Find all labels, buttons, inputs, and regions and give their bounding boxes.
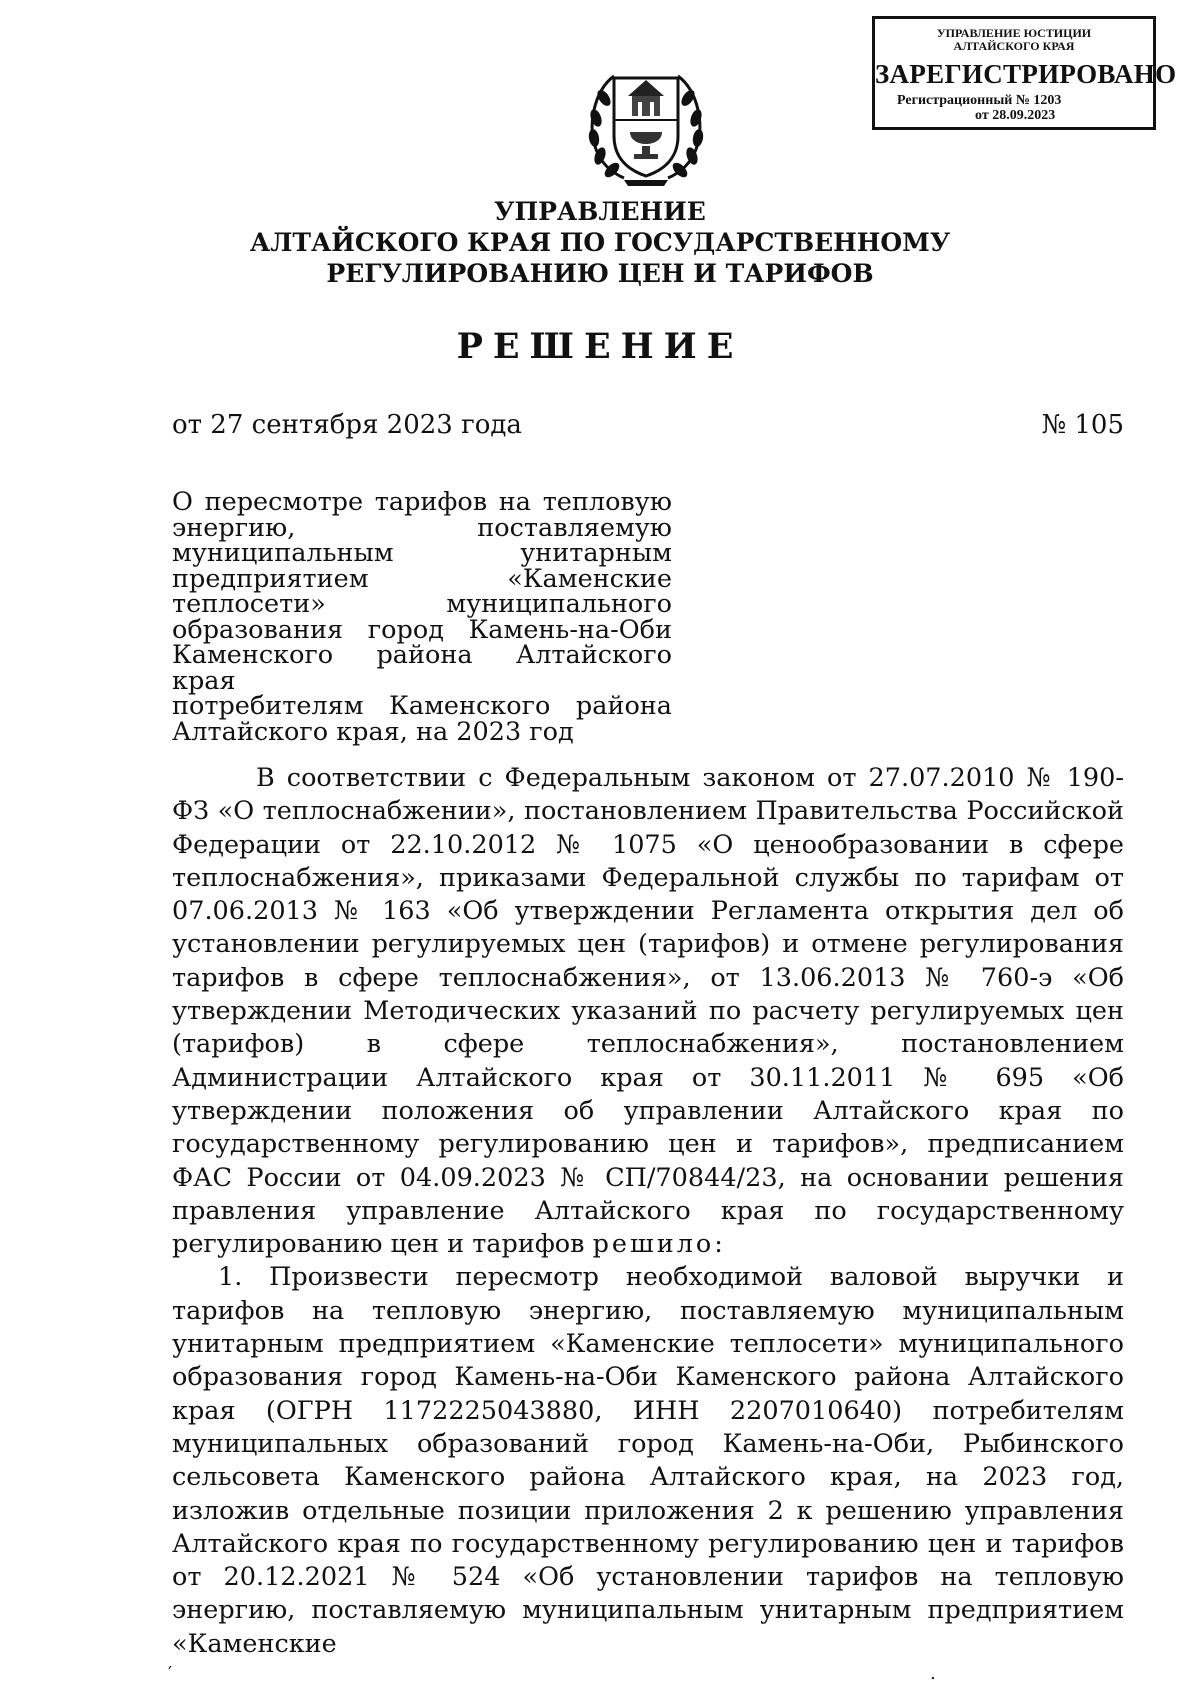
altai-krai-coat-of-arms-icon xyxy=(584,58,708,192)
scan-mark: . xyxy=(930,1663,936,1684)
stamp-authority-line1: УПРАВЛЕНИЕ ЮСТИЦИИ xyxy=(936,26,1092,40)
subject-line: Алтайского края, на 2023 год xyxy=(172,716,574,747)
scan-mark: ′ xyxy=(168,1663,173,1684)
document-date: от 27 сентября 2023 года xyxy=(172,410,522,440)
document-body xyxy=(172,762,1124,1661)
document-type-title: РЕШЕНИЕ xyxy=(456,326,744,367)
org-line-1: УПРАВЛЕНИЕ xyxy=(494,197,706,226)
subject-line: энергию, поставляемую xyxy=(172,512,672,543)
stamp-reg-date: от 28.09.2023 xyxy=(975,108,1056,123)
subject-line: теплосети» муниципального xyxy=(172,589,672,619)
org-line-3: РЕГУЛИРОВАНИЮ ЦЕН И ТАРИФОВ xyxy=(326,259,874,288)
preamble-paragraph xyxy=(172,762,1124,1261)
registration-stamp xyxy=(872,16,1177,130)
item-1-paragraph: 1. Произвести пересмотр необходимой валовой выручки и тарифов на тепловую энергию, поставляемую муниципальным унитарным предприятием «Каменские теплосети» муниципального образования город Камень-на-Оби Каменского района Алтайского края (ОГРН 1172225043880, ИНН 2207010640) потребителям муниципальных образований город Камень-на-Оби, Рыбинского сельсовета Каменского района Алтайского края, на 2023 год, изложив отдельные позиции приложения 2 к решению управления Алтайского края по государственному регулированию цен и тарифов от 20.12.2021 № 524 «Об установлении тарифов на тепловую энергию, поставляемую муниципальным унитарным предприятием «Каменские xyxy=(172,1262,1124,1659)
resolved-word: решило: xyxy=(592,1229,726,1260)
document-subject xyxy=(172,487,672,747)
subject-line: предприятием «Каменские xyxy=(172,563,672,594)
subject-line: Каменского района Алтайского края xyxy=(172,640,672,696)
issuing-authority xyxy=(0,196,1200,289)
preamble-text: В соответствии с Федеральным законом от 27.07.2010 № 190-ФЗ «О теплоснабжении», постановлением Правительства Российской Федерации от 22.10.2012 № 1075 «О ценообразовании в сфере теплоснабжения», приказами Федеральной службы по тарифам от 07.06.2013 № 163 «Об утверждении Регламента открытия дел об установлении регулируемых цен (тарифов) и отмене регулирования тарифов в сфере теплоснабжения», от 13.06.2013 № 760-э «Об утверждении Методических указаний по расчету регулируемых цен (тарифов) в сфере теплоснабжения», постановлением Администрации Алтайского края от 30.11.2011 № 695 «Об утверждении положения об управлении Алтайского края по государственному регулированию цен и тарифов», предписанием ФАС России от 04.09.2023 № СП/70844/23, на основании решения правления управление Алтайского края по государственному регулированию цен и тарифов xyxy=(172,763,1124,1260)
subject-line: О пересмотре тарифов на тепловую xyxy=(172,487,672,517)
stamp-authority-line2: АЛТАЙСКОГО КРАЯ xyxy=(953,39,1075,53)
subject-line: муниципальным унитарным xyxy=(172,538,672,568)
subject-line: образования город Камень-на-Оби xyxy=(172,614,672,645)
stamp-status: ЗАРЕГИСТРИРОВАНО xyxy=(875,59,1177,89)
stamp-reg-number: Регистрационный № 1203 xyxy=(897,93,1062,108)
subject-line: потребителям Каменского района xyxy=(172,691,672,721)
document-number: № 105 xyxy=(1041,410,1124,440)
org-line-2: АЛТАЙСКОГО КРАЯ ПО ГОСУДАРСТВЕННОМУ xyxy=(249,228,951,257)
